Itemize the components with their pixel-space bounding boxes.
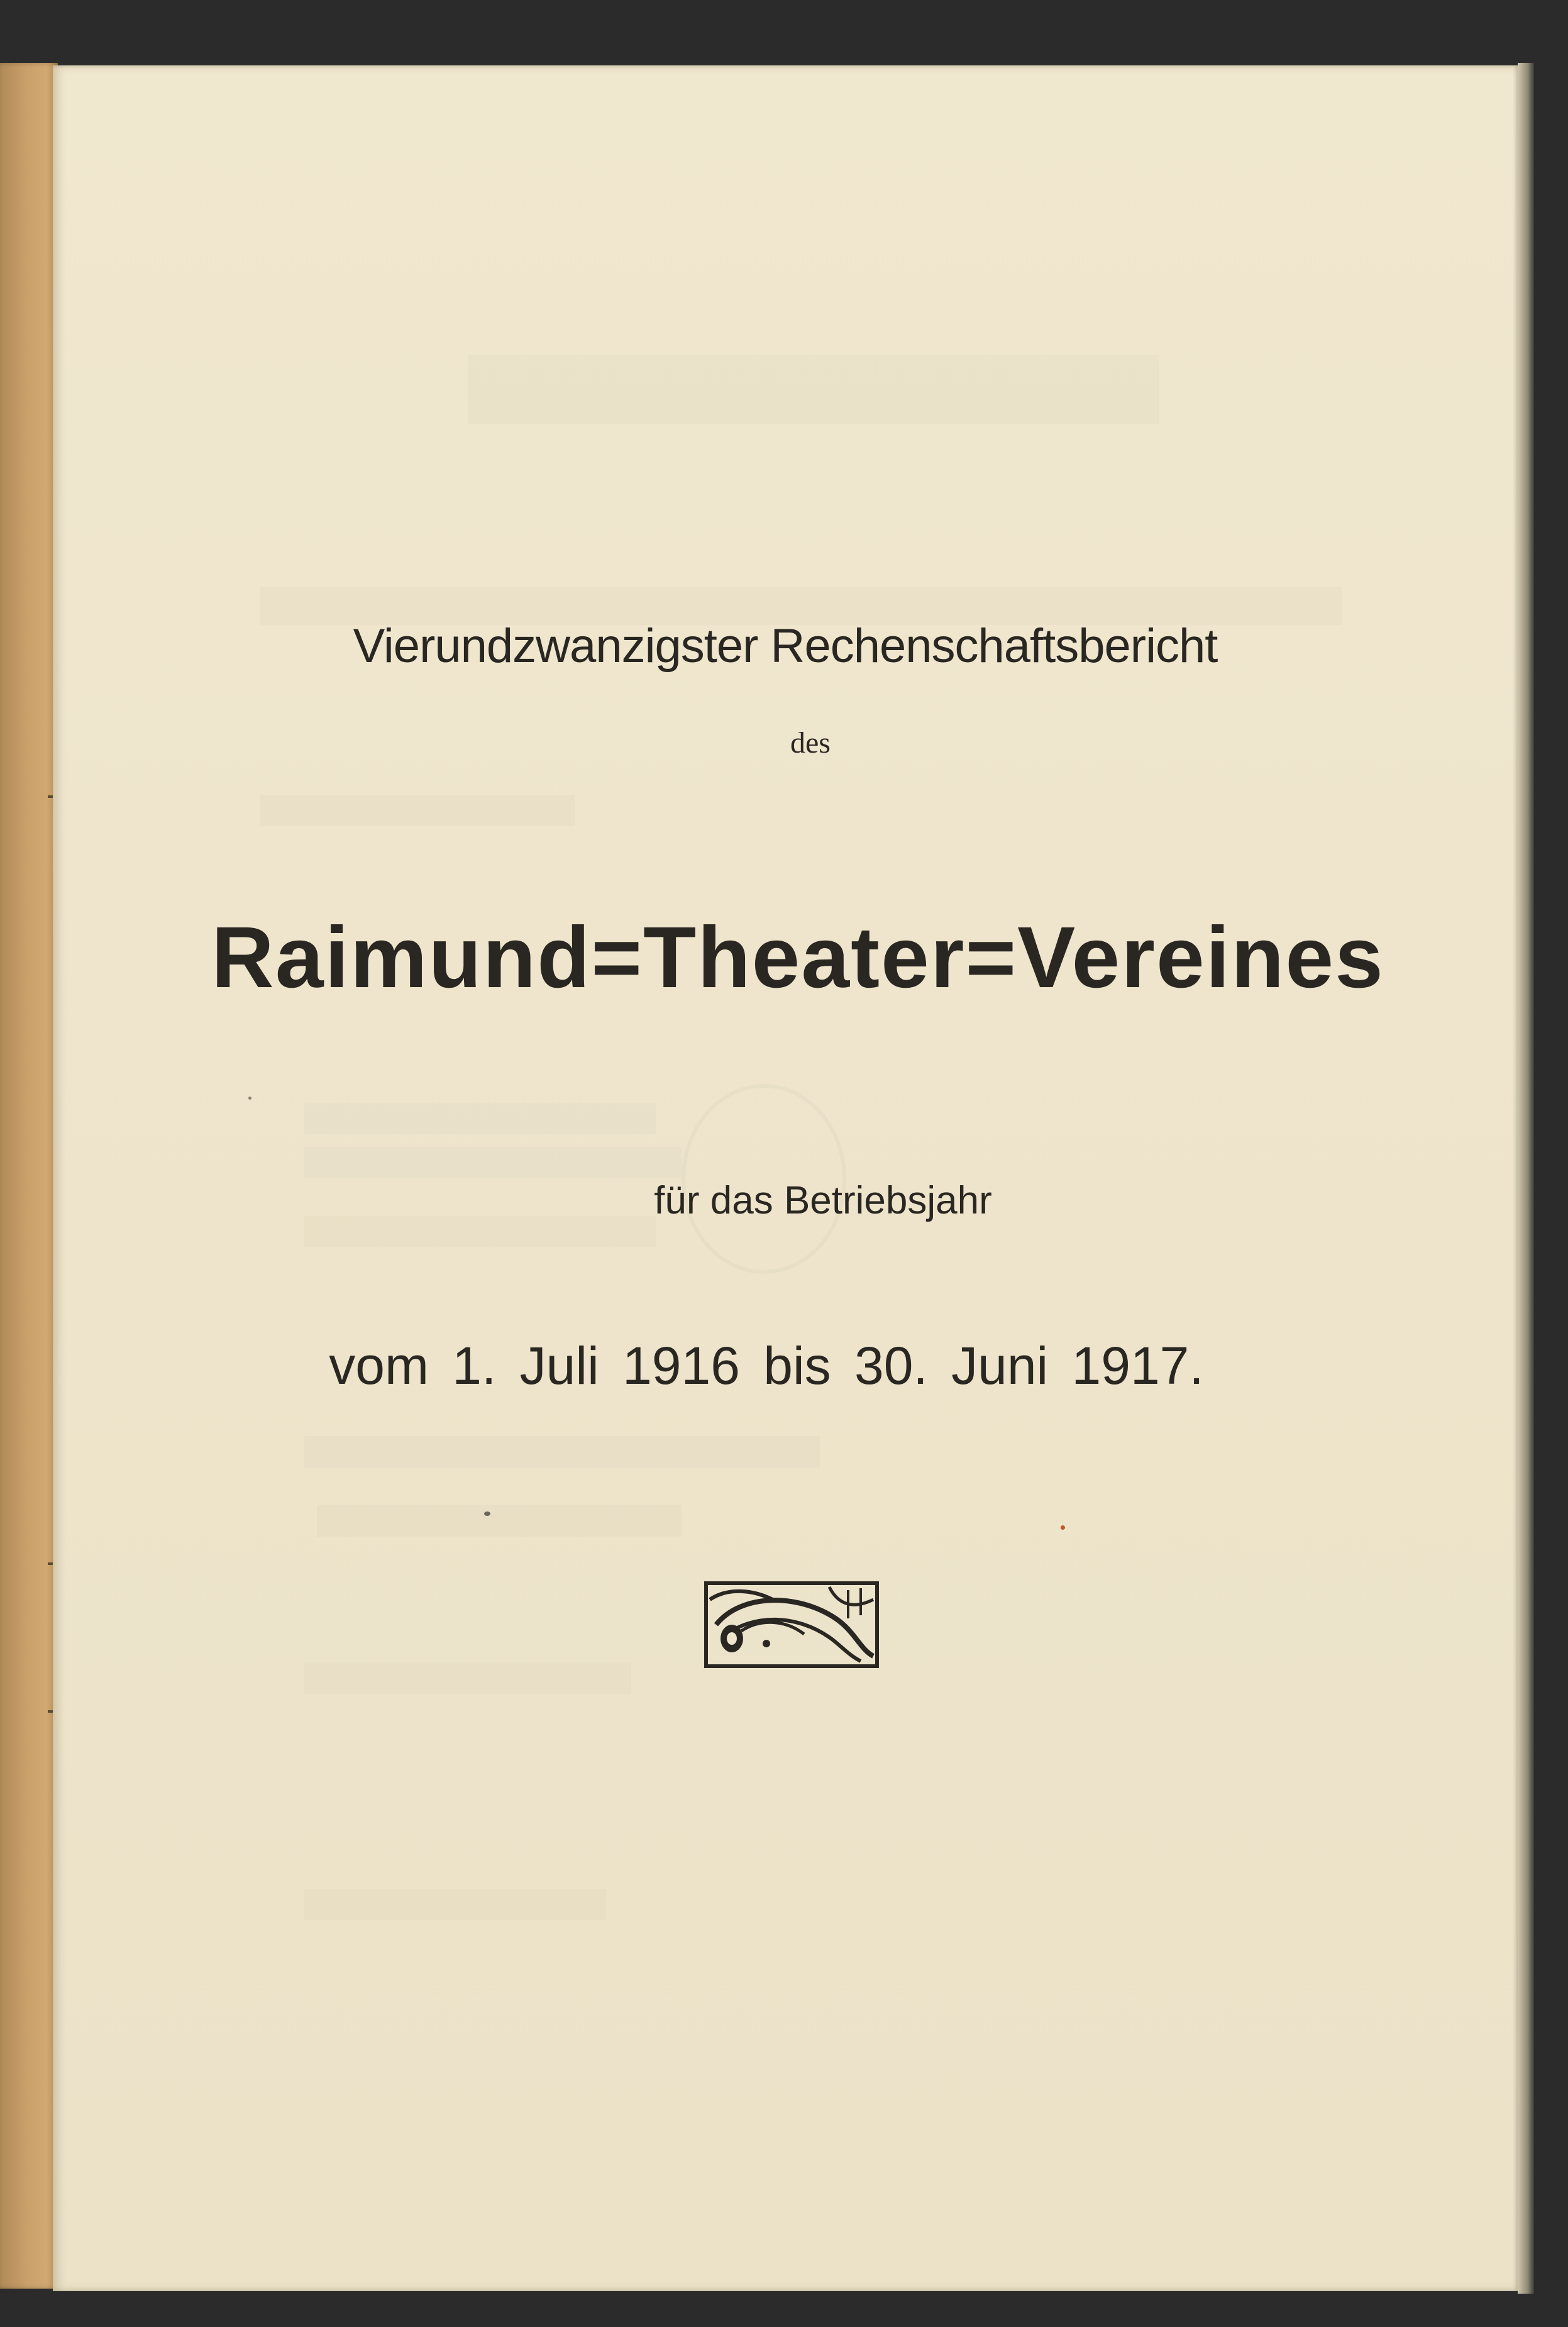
show-through-block (317, 1505, 682, 1537)
show-through-block (304, 1147, 682, 1178)
organization-title: Raimund=Theater=Vereines (211, 909, 1384, 1006)
cover-edge (0, 63, 58, 2289)
period-line: vom 1. Juli 1916 bis 30. Juni 1917. (329, 1336, 1204, 1395)
report-title: Vierundzwanzigster Rechenschaftsbericht (353, 619, 1218, 673)
connector-word: des (790, 726, 831, 760)
show-through-block (260, 795, 575, 826)
page-edge (1518, 63, 1534, 2294)
art-nouveau-vignette-icon (704, 1581, 880, 1669)
paper-speck (248, 1097, 251, 1100)
paper-speck (484, 1512, 490, 1516)
show-through-block (304, 1662, 631, 1694)
fiscal-year-label: für das Betriebsjahr (654, 1179, 992, 1222)
show-through-block (304, 1889, 606, 1920)
show-through-block (468, 355, 1159, 424)
paper-speck (1061, 1525, 1065, 1530)
show-through-block (304, 1436, 820, 1468)
title-page (53, 65, 1518, 2291)
show-through-block (304, 1103, 656, 1134)
